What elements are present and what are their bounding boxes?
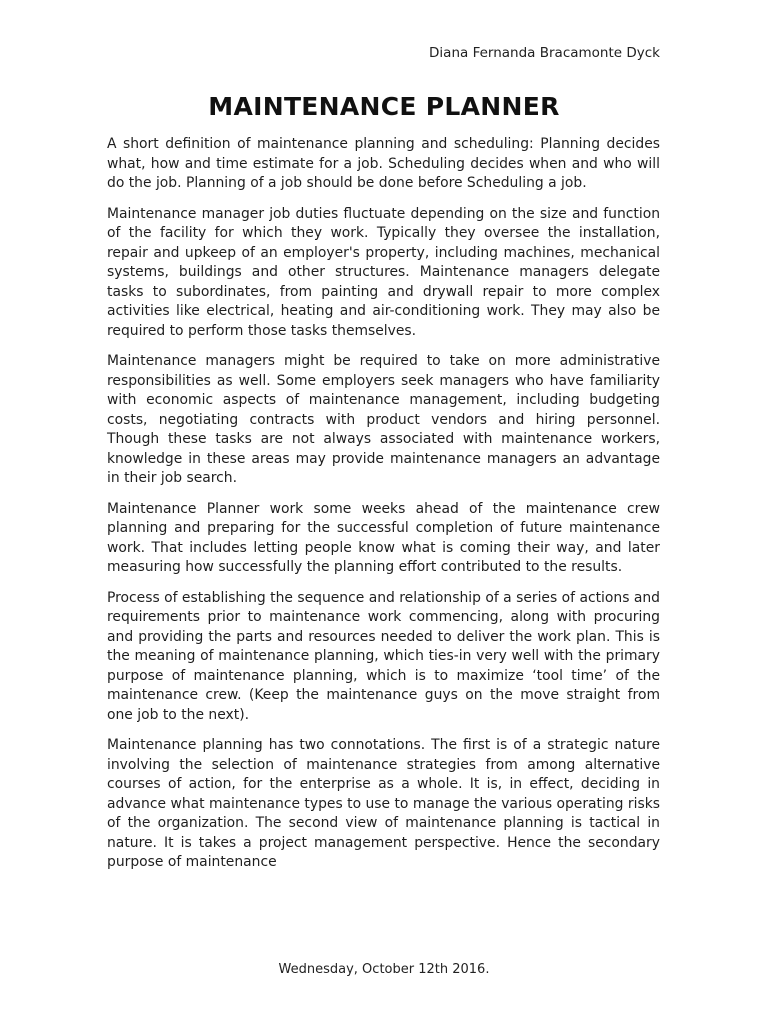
- footer-date: Wednesday, October 12th 2016.: [278, 962, 490, 977]
- paragraph-connotations: Maintenance planning has two connotations. The first is of a strategic nature involving the selection of maintenance strategies from among alternative courses of action, for the enterprise as a whole. It is, in effect, deciding in advance what maintenance types to use to manage the various operating risks of the organization. The second view of maintenance planning is tactical in nature. It is takes a project management perspective. Hence the secondary purpose of maintenance: [107, 737, 660, 870]
- paragraph-manager-duties: Maintenance manager job duties fluctuate depending on the size and function of the facility for which they work. Typically they oversee the installation, repair and upkeep of an employer's property, including machines, mechanical systems, buildings and other structures. Maintenance managers delegate tasks to subordinates, from painting and drywall repair to more complex activities like electrical, heating and air-conditioning work. They may also be required to perform those tasks themselves.: [107, 205, 660, 339]
- document-body: [107, 135, 660, 884]
- paragraph-process: Process of establishing the sequence and relationship of a series of actions and requirements prior to maintenance work commencing, along with procuring and providing the parts and resources needed to deliver the work plan. This is the meaning of maintenance planning, which ties-in very well with the primary purpose of maintenance planning, which is to maximize ‘tool time’ of the maintenance crew. (Keep the maintenance guys on the move straight from one job to the next).: [107, 589, 660, 723]
- paragraph-administrative: Maintenance managers might be required to take on more administrative responsibilities as well. Some employers seek managers who have familiarity with economic aspects of maintenance management, including budgeting costs, negotiating contracts with product vendors and hiring personnel. Though these tasks are not always associated with maintenance workers, knowledge in these areas may provide maintenance managers an advantage in their job search.: [107, 353, 660, 486]
- paragraph-planner-work: Maintenance Planner work some weeks ahead of the maintenance crew planning and preparing for the successful completion of future maintenance work. That includes letting people know what is coming their way, and later measuring how successfully the planning effort contributed to the results.: [107, 500, 660, 575]
- author-name: Diana Fernanda Bracamonte Dyck: [429, 45, 660, 61]
- document-title: MAINTENANCE PLANNER: [208, 92, 560, 121]
- paragraph-definition: A short definition of maintenance planning and scheduling: Planning decides what, how and time estimate for a job. Scheduling decides when and who will do the job. Planning of a job should be done before Scheduling a job.: [107, 136, 660, 191]
